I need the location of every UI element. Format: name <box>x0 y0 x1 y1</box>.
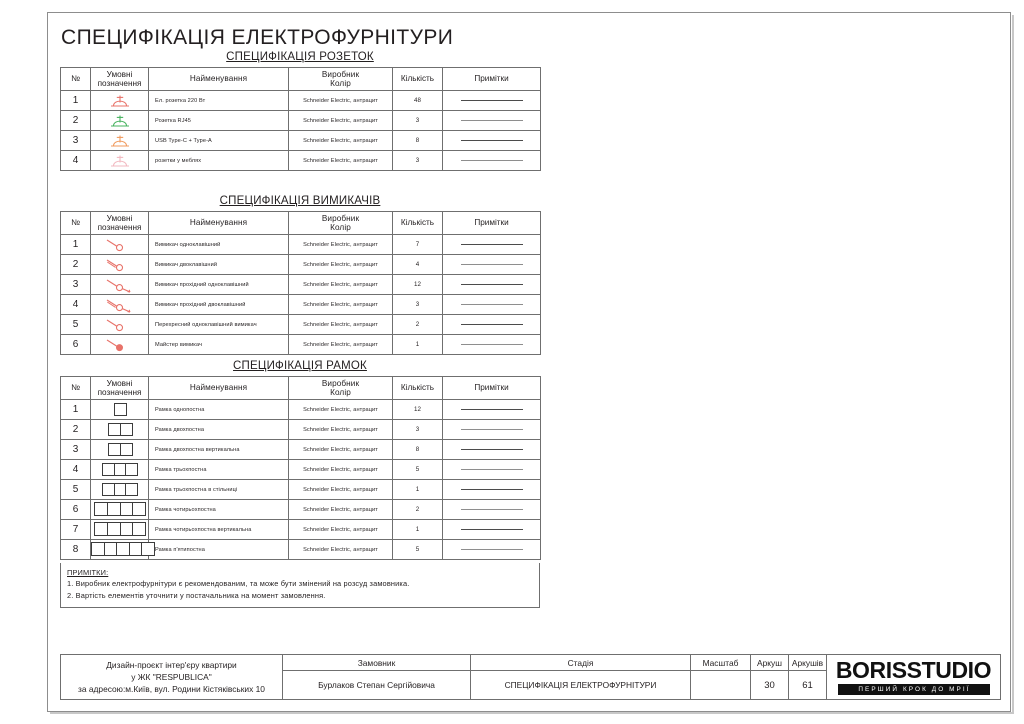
sheets-value: 61 <box>789 671 827 700</box>
switch-glyph <box>103 336 137 353</box>
frame-2-icon <box>91 420 149 440</box>
row-quantity: 12 <box>393 275 443 295</box>
row-manufacturer: Schneider Electric, антрацит <box>289 131 393 151</box>
row-quantity: 5 <box>393 460 443 480</box>
row-number: 8 <box>61 540 91 560</box>
row-quantity: 3 <box>393 111 443 131</box>
socket-glyph <box>107 93 133 108</box>
note-dash-icon <box>461 469 523 470</box>
row-name: Вимикач прохідний двоклавішний <box>149 295 289 315</box>
switch-glyph <box>103 316 137 333</box>
row-quantity: 1 <box>393 335 443 355</box>
col-header-symbol-l2: позначення <box>97 388 142 397</box>
row-manufacturer: Schneider Electric, антрацит <box>289 500 393 520</box>
row-quantity: 8 <box>393 440 443 460</box>
row-note <box>443 91 541 111</box>
row-quantity: 2 <box>393 500 443 520</box>
col-header-num: № <box>61 212 91 235</box>
row-manufacturer: Schneider Electric, антрацит <box>289 440 393 460</box>
table-header-row <box>61 212 541 235</box>
col-header-manufacturer-l2: Колір <box>330 223 351 232</box>
col-header-symbol-l2: позначення <box>97 79 142 88</box>
row-name: Рамка двохпостна вертикальна <box>149 440 289 460</box>
table-row <box>61 111 541 131</box>
col-header-manufacturer-l1: Виробник <box>321 69 360 79</box>
row-manufacturer: Schneider Electric, антрацит <box>289 275 393 295</box>
col-header-notes: Примітки <box>443 377 541 400</box>
page-title: СПЕЦИФІКАЦІЯ ЕЛЕКТРОФУРНІТУРИ <box>61 26 454 49</box>
row-number: 3 <box>61 275 91 295</box>
row-note <box>443 520 541 540</box>
row-note <box>443 111 541 131</box>
note-dash-icon <box>461 284 523 285</box>
table-row <box>61 235 541 255</box>
row-note <box>443 315 541 335</box>
socket-power-icon <box>91 91 149 111</box>
row-manufacturer: Schneider Electric, антрацит <box>289 315 393 335</box>
row-note <box>443 295 541 315</box>
row-manufacturer: Schneider Electric, антрацит <box>289 91 393 111</box>
note-dash-icon <box>461 120 523 121</box>
section-title-sockets: СПЕЦИФІКАЦІЯ РОЗЕТОК <box>226 51 374 63</box>
table-header-row <box>61 377 541 400</box>
logo-tagline: ПЕРШИЙ КРОК ДО МРІЇ <box>838 684 990 695</box>
row-name: Розетка RJ45 <box>149 111 289 131</box>
col-header-name: Найменування <box>149 377 289 400</box>
col-header-notes: Примітки <box>443 68 541 91</box>
row-name: Майстер вимикач <box>149 335 289 355</box>
col-header-manufacturer <box>289 212 393 235</box>
project-info-cell <box>61 655 283 700</box>
col-header-name: Найменування <box>149 212 289 235</box>
row-number: 4 <box>61 295 91 315</box>
row-number: 1 <box>61 91 91 111</box>
col-header-symbol <box>91 212 149 235</box>
col-header-quantity: Кількість <box>393 377 443 400</box>
row-number: 4 <box>61 151 91 171</box>
scale-value <box>691 671 751 700</box>
note-dash-icon <box>461 509 523 510</box>
row-name: Рамка трьохпостна <box>149 460 289 480</box>
frame-4-icon <box>91 500 149 520</box>
title-block-row-top <box>61 655 1001 671</box>
table-row <box>61 480 541 500</box>
section-switches <box>60 195 540 355</box>
frame-glyph <box>108 443 131 456</box>
title-block <box>60 654 1000 700</box>
row-quantity: 3 <box>393 151 443 171</box>
switches-table <box>60 211 541 355</box>
table-row <box>61 275 541 295</box>
row-note <box>443 235 541 255</box>
col-header-manufacturer-l1: Виробник <box>321 378 360 388</box>
page-shadow-bottom <box>50 712 1013 714</box>
row-name: Перехресний одноклавішний вимикач <box>149 315 289 335</box>
stage-label: Стадія <box>471 655 691 671</box>
frame-glyph <box>108 423 131 436</box>
row-quantity: 12 <box>393 400 443 420</box>
col-header-num: № <box>61 68 91 91</box>
row-number: 3 <box>61 131 91 151</box>
table-row <box>61 460 541 480</box>
note-dash-icon <box>461 409 523 410</box>
frame-cell <box>125 483 138 496</box>
table-header-row <box>61 68 541 91</box>
row-quantity: 3 <box>393 420 443 440</box>
frame-2v-icon <box>91 440 149 460</box>
switch-glyph <box>103 296 137 313</box>
row-manufacturer: Schneider Electric, антрацит <box>289 540 393 560</box>
note-dash-icon <box>461 244 523 245</box>
row-quantity: 2 <box>393 315 443 335</box>
socket-furniture-icon <box>91 151 149 171</box>
row-name: Вимикач прохідний одноклавішний <box>149 275 289 295</box>
row-note <box>443 480 541 500</box>
switch-cross-single-icon <box>91 315 149 335</box>
col-header-manufacturer-l2: Колір <box>330 388 351 397</box>
col-header-symbol-l1: Умовні <box>106 213 133 223</box>
note-dash-icon <box>461 449 523 450</box>
table-row <box>61 151 541 171</box>
row-number: 3 <box>61 440 91 460</box>
row-number: 4 <box>61 460 91 480</box>
socket-glyph <box>107 133 133 148</box>
note-dash-icon <box>461 264 523 265</box>
row-quantity: 48 <box>393 91 443 111</box>
frame-glyph <box>94 522 144 536</box>
title-block-table <box>60 654 1001 700</box>
row-manufacturer: Schneider Electric, антрацит <box>289 255 393 275</box>
socket-rj45-icon <box>91 111 149 131</box>
notes-line-1: 1. Виробник електрофурнітури є рекомендованим, та може бути змінений на розсуд замовника. <box>67 579 410 589</box>
sheets-label: Аркушів <box>789 655 827 671</box>
frame-4v-icon <box>91 520 149 540</box>
socket-glyph <box>107 113 133 128</box>
row-manufacturer: Schneider Electric, антрацит <box>289 295 393 315</box>
col-header-name: Найменування <box>149 68 289 91</box>
col-header-symbol <box>91 377 149 400</box>
project-line-2: у ЖК "RESPUBLICA" <box>131 671 212 682</box>
table-row <box>61 91 541 111</box>
note-dash-icon <box>461 489 523 490</box>
row-name: Вимикач двоклавішний <box>149 255 289 275</box>
switch-single-icon <box>91 235 149 255</box>
switch-double-icon <box>91 255 149 275</box>
col-header-symbol <box>91 68 149 91</box>
customer-value: Бурлаков Степан Сергійовича <box>283 671 471 700</box>
frame-cell <box>120 423 133 436</box>
col-header-manufacturer-l2: Колір <box>330 79 351 88</box>
sheet-label: Аркуш <box>751 655 789 671</box>
frame-glyph <box>102 463 137 476</box>
logo-wordmark: BORISSTUDIO <box>835 657 992 683</box>
col-header-manufacturer <box>289 68 393 91</box>
frame-cell <box>114 403 127 416</box>
row-note <box>443 460 541 480</box>
row-name: Рамка однопостна <box>149 400 289 420</box>
scale-label: Масштаб <box>691 655 751 671</box>
row-quantity: 8 <box>393 131 443 151</box>
row-quantity: 5 <box>393 540 443 560</box>
note-dash-icon <box>461 324 523 325</box>
row-note <box>443 255 541 275</box>
frame-glyph <box>94 502 144 516</box>
row-manufacturer: Schneider Electric, антрацит <box>289 235 393 255</box>
switch-pass-single-icon <box>91 275 149 295</box>
switch-glyph <box>103 236 137 253</box>
row-quantity: 3 <box>393 295 443 315</box>
project-line-1: Дизайн-проєкт інтер'єру квартири <box>106 659 237 670</box>
table-row <box>61 255 541 275</box>
row-name: Рамка чотирьохпостна вертикальна <box>149 520 289 540</box>
table-row <box>61 500 541 520</box>
row-note <box>443 151 541 171</box>
studio-logo <box>827 655 1001 700</box>
note-dash-icon <box>461 160 523 161</box>
row-name: Рамка двохпостна <box>149 420 289 440</box>
row-number: 7 <box>61 520 91 540</box>
drawing-sheet <box>47 12 1011 712</box>
row-number: 2 <box>61 420 91 440</box>
row-note <box>443 335 541 355</box>
col-header-manufacturer <box>289 377 393 400</box>
row-quantity: 1 <box>393 480 443 500</box>
section-title-switches: СПЕЦИФІКАЦІЯ ВИМИКАЧІВ <box>219 195 381 207</box>
row-manufacturer: Schneider Electric, антрацит <box>289 420 393 440</box>
row-manufacturer: Schneider Electric, антрацит <box>289 400 393 420</box>
row-quantity: 4 <box>393 255 443 275</box>
table-row <box>61 520 541 540</box>
section-frames <box>60 360 540 560</box>
row-note <box>443 500 541 520</box>
table-row <box>61 440 541 460</box>
row-name: Ел. розетка 220 Вт <box>149 91 289 111</box>
note-dash-icon <box>461 304 523 305</box>
stage-value: СПЕЦИФІКАЦІЯ ЕЛЕКТРОФУРНІТУРИ <box>471 671 691 700</box>
col-header-symbol-l1: Умовні <box>106 378 133 388</box>
section-title-frames: СПЕЦИФІКАЦІЯ РАМОК <box>233 360 367 372</box>
row-note <box>443 440 541 460</box>
socket-glyph <box>107 153 133 168</box>
row-number: 1 <box>61 235 91 255</box>
row-name: Рамка трьохпостна в стільниці <box>149 480 289 500</box>
note-dash-icon <box>461 549 523 550</box>
table-row <box>61 315 541 335</box>
row-number: 5 <box>61 480 91 500</box>
row-number: 2 <box>61 111 91 131</box>
row-name: Вимикач одноклавішний <box>149 235 289 255</box>
row-name: Рамка чотирьохпостна <box>149 500 289 520</box>
row-manufacturer: Schneider Electric, антрацит <box>289 520 393 540</box>
switch-glyph <box>103 276 137 293</box>
row-manufacturer: Schneider Electric, антрацит <box>289 480 393 500</box>
row-number: 5 <box>61 315 91 335</box>
row-note <box>443 540 541 560</box>
frame-3t-icon <box>91 480 149 500</box>
row-manufacturer: Schneider Electric, антрацит <box>289 335 393 355</box>
row-manufacturer: Schneider Electric, антрацит <box>289 151 393 171</box>
col-header-quantity: Кількість <box>393 68 443 91</box>
frame-cell <box>141 542 155 556</box>
table-row <box>61 335 541 355</box>
row-number: 2 <box>61 255 91 275</box>
frame-cell <box>132 522 146 536</box>
col-header-quantity: Кількість <box>393 212 443 235</box>
table-row <box>61 131 541 151</box>
table-row <box>61 540 541 560</box>
frame-cell <box>120 443 133 456</box>
frame-glyph <box>91 542 154 556</box>
row-name: розетки у меблях <box>149 151 289 171</box>
frames-table <box>60 376 541 560</box>
row-manufacturer: Schneider Electric, антрацит <box>289 111 393 131</box>
row-name: USB Type-C + Type-A <box>149 131 289 151</box>
row-quantity: 7 <box>393 235 443 255</box>
note-dash-icon <box>461 529 523 530</box>
col-header-manufacturer-l1: Виробник <box>321 213 360 223</box>
frame-cell <box>125 463 138 476</box>
col-header-symbol-l1: Умовні <box>106 69 133 79</box>
frame-glyph <box>102 483 137 496</box>
note-dash-icon <box>461 100 523 101</box>
row-name: Рамка п'ятипостна <box>149 540 289 560</box>
row-manufacturer: Schneider Electric, антрацит <box>289 460 393 480</box>
switch-glyph <box>103 256 137 273</box>
frame-3-icon <box>91 460 149 480</box>
table-row <box>61 400 541 420</box>
note-dash-icon <box>461 140 523 141</box>
row-number: 6 <box>61 335 91 355</box>
row-number: 1 <box>61 400 91 420</box>
col-header-notes: Примітки <box>443 212 541 235</box>
frame-glyph <box>114 403 126 416</box>
notes-box <box>60 563 540 608</box>
notes-line-2: 2. Вартість елементів уточнити у постачальника на момент замовлення. <box>67 590 326 600</box>
row-note <box>443 275 541 295</box>
note-dash-icon <box>461 429 523 430</box>
page-shadow-right <box>1012 15 1014 714</box>
sockets-table <box>60 67 541 171</box>
col-header-num: № <box>61 377 91 400</box>
switch-master-icon <box>91 335 149 355</box>
table-row <box>61 295 541 315</box>
frame-cell <box>132 502 146 516</box>
sheet-value: 30 <box>751 671 789 700</box>
switch-pass-double-icon <box>91 295 149 315</box>
note-dash-icon <box>461 344 523 345</box>
section-sockets <box>60 51 540 171</box>
notes-heading: ПРИМІТКИ: <box>67 568 109 577</box>
frame-1-icon <box>91 400 149 420</box>
row-note <box>443 400 541 420</box>
row-note <box>443 420 541 440</box>
project-line-3: за адресою:м.Київ, вул. Родини Кістяківських 10 <box>78 684 265 695</box>
table-row <box>61 420 541 440</box>
row-note <box>443 131 541 151</box>
row-quantity: 1 <box>393 520 443 540</box>
frame-5-icon <box>91 540 149 560</box>
customer-label: Замовник <box>283 655 471 671</box>
socket-usb-icon <box>91 131 149 151</box>
col-header-symbol-l2: позначення <box>97 223 142 232</box>
row-number: 6 <box>61 500 91 520</box>
